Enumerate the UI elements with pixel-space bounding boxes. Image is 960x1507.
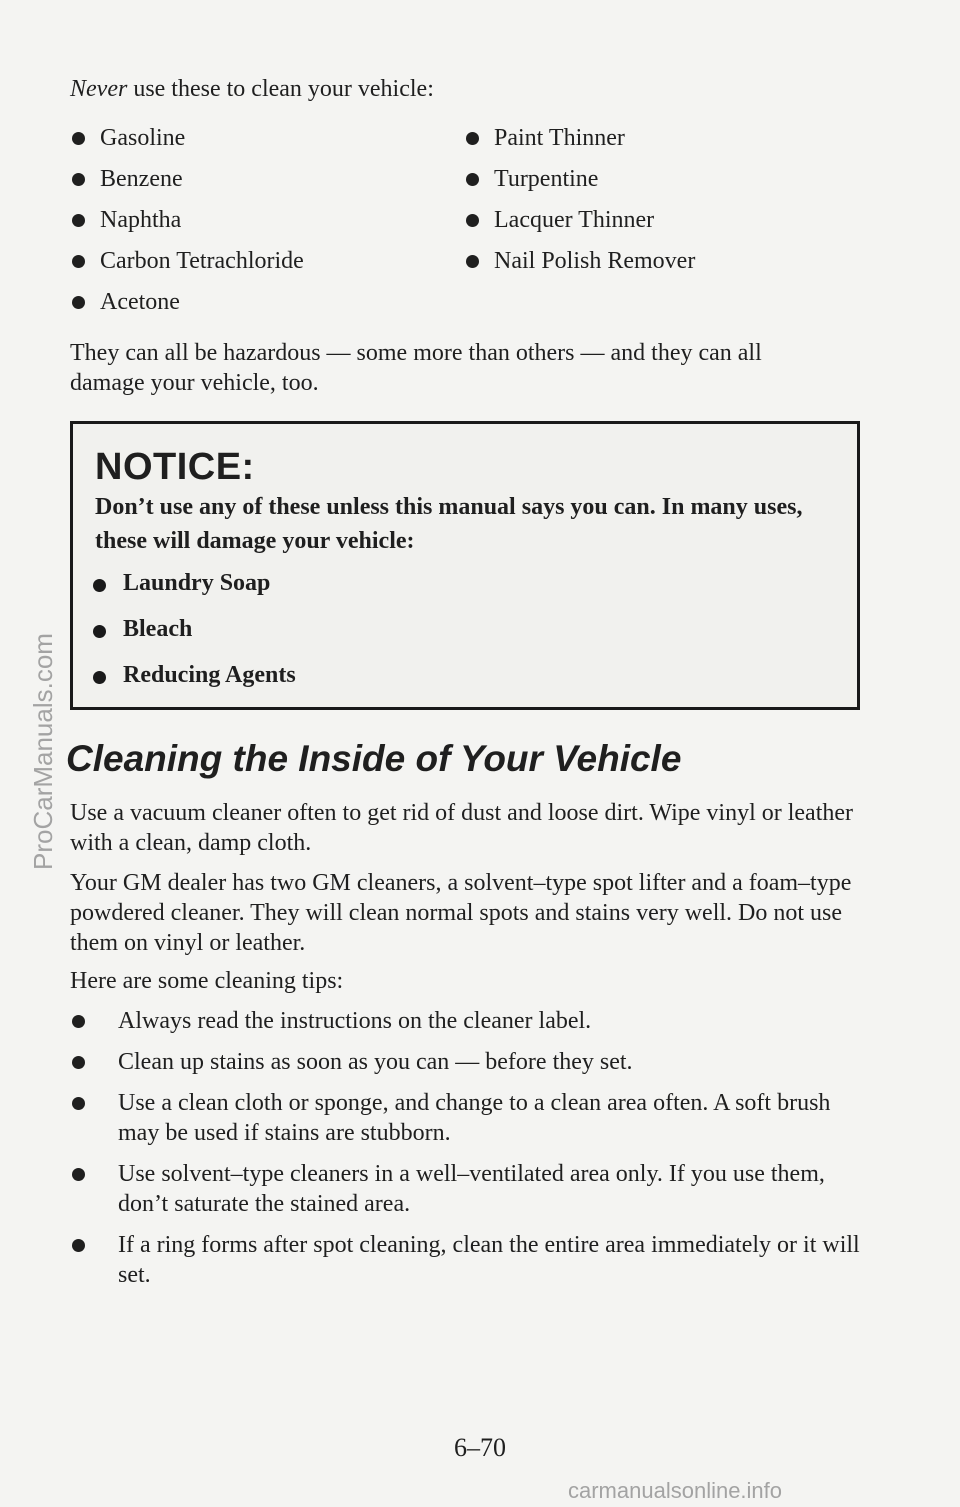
tip-text: Use a clean cloth or sponge, and change to a clean area often. A soft brush may be used if stains are stubborn. [118,1090,831,1146]
notice-item-label: Laundry Soap [123,570,271,596]
page-number: 6–70 [454,1433,506,1462]
body-paragraph: Here are some cleaning tips: [70,968,344,994]
list-item [466,118,695,159]
bullet-icon [72,214,85,227]
list-item-label: Lacquer Thinner [494,207,655,233]
bullet-icon [72,255,85,268]
side-watermark: ProCarManuals.com [28,633,58,870]
bottom-watermark: carmanualsonline.info [568,1478,783,1503]
list-item [72,1230,862,1290]
list-item [72,200,304,241]
cleaning-tips-list [72,1006,862,1301]
list-item [72,1159,862,1219]
bullet-icon [72,1015,85,1028]
notice-item-label: Bleach [123,616,193,642]
intro-emphasis: Never [70,76,128,102]
bullet-icon [72,173,85,186]
bullet-icon [72,132,85,145]
bullet-icon [72,1168,85,1181]
bullet-icon [72,1239,85,1252]
never-use-list-right [466,118,695,282]
bullet-icon [466,173,479,186]
list-item-label: Carbon Tetrachloride [100,248,304,274]
list-item [72,1088,862,1148]
bullet-icon [466,132,479,145]
hazard-paragraph: They can all be hazardous — some more than others — and they can all damage your vehicle, too. [70,340,762,396]
list-item [72,159,304,200]
notice-item-label: Reducing Agents [123,662,296,688]
list-item [72,241,304,282]
bullet-icon [93,625,106,638]
bullet-icon [93,671,106,684]
list-item [72,282,304,323]
tip-text: Always read the instructions on the cleaner label. [118,1008,592,1034]
list-item [72,118,304,159]
notice-item [93,616,192,643]
list-item [466,241,695,282]
intro-text: use these to clean your vehicle: [127,76,434,102]
list-item-label: Acetone [100,289,180,315]
list-item [466,200,695,241]
bullet-icon [466,255,479,268]
tip-text: If a ring forms after spot cleaning, clean the entire area immediately or it will set. [118,1232,860,1288]
bullet-icon [72,296,85,309]
body-paragraph: Use a vacuum cleaner often to get rid of dust and loose dirt. Wipe vinyl or leather with a clean, damp cloth. [70,800,854,856]
list-item [466,159,695,200]
list-item-label: Nail Polish Remover [494,248,696,274]
section-heading: Cleaning the Inside of Your Vehicle [66,738,682,779]
list-item [72,1006,862,1036]
list-item [72,1047,862,1077]
list-item-label: Paint Thinner [494,125,625,151]
tip-text: Use solvent–type cleaners in a well–ventilated area only. If you use them, don’t saturate the stained area. [118,1161,825,1217]
notice-item [93,662,296,689]
list-item-label: Benzene [100,166,183,192]
list-item-label: Gasoline [100,125,186,151]
notice-title: NOTICE: [95,446,255,488]
tip-text: Clean up stains as soon as you can — before they set. [118,1049,633,1075]
list-item-label: Naphtha [100,207,182,233]
never-use-list-left [72,118,304,323]
intro-line [70,76,434,103]
notice-box [70,421,860,710]
bullet-icon [466,214,479,227]
list-item-label: Turpentine [494,166,599,192]
notice-text: Don’t use any of these unless this manual says you can. In many uses, these will damage your vehicle: [95,494,803,554]
bullet-icon [72,1056,85,1069]
body-paragraph: Your GM dealer has two GM cleaners, a solvent–type spot lifter and a foam–type powdered cleaner. They will clean normal spots and stains very well. Do not use them on vinyl or leather. [70,870,852,956]
bullet-icon [72,1097,85,1110]
notice-item [93,570,270,597]
bullet-icon [93,579,106,592]
